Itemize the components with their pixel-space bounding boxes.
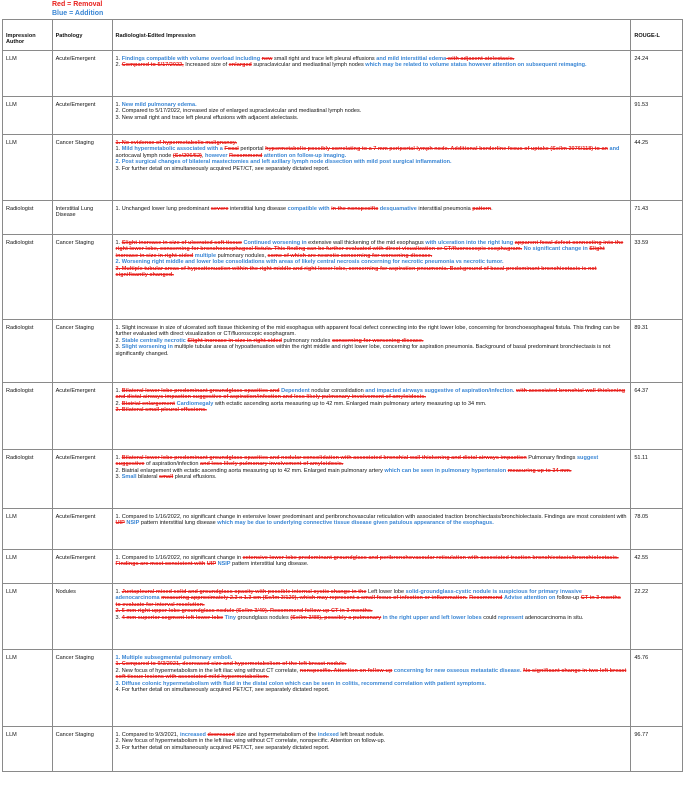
cell-author: LLM	[3, 583, 53, 649]
removed-text: measuring up to 34 mm.	[507, 467, 572, 474]
table-row	[3, 319, 683, 382]
unchanged-text: aortocaval lymph node	[115, 152, 173, 159]
cell-pathology: Cancer Staging	[52, 726, 112, 771]
cell-pathology: Cancer Staging	[52, 134, 112, 200]
unchanged-text: pulmonary nodules	[282, 337, 332, 344]
cell-author: Radiologist	[3, 319, 53, 382]
added-text: 3. Diffuse colonic hypermetabolism with fluid in the distal colon which can be seen in colitis, recommend correlation with patient symptoms.	[115, 680, 487, 687]
added-text: Stable centrally necrotic	[121, 337, 186, 344]
unchanged-text: 1.	[115, 55, 122, 62]
unchanged-text: could	[481, 614, 499, 621]
removed-text: hypermetabolic possibly correlating to a 7 mm periportal lymph node. Additional borderline focus of uptake (Se/Im 3076/118) to an	[265, 146, 608, 153]
unchanged-text: 1. Compared to 1/16/2022, no significant change in extensive lower predominant and peribronchovascular reticulation with associated traction bronchiectasis/bronchiolectasis. Findings are most consistent with	[115, 513, 627, 520]
cell-author: Radiologist	[3, 382, 53, 449]
unchanged-text: interstitial lung disease	[228, 205, 288, 212]
impression-line	[116, 668, 628, 681]
cell-author: Radiologist	[3, 449, 53, 508]
removed-text: (Se/Im 3/88), possibly a pulmonary	[290, 614, 382, 621]
removed-text: pattern	[472, 205, 492, 212]
removed-text: No significant change in two left breast soft tissue lesions with associated mild hypermetabolism.	[115, 667, 627, 681]
unchanged-text: 3.	[115, 344, 122, 351]
removed-text: 1. No evidence of hypermetabolic malignancy.	[115, 139, 237, 146]
removed-text: 1. Compared to 9/3/2021, decreased size and hypermetabolism of the left breast nodule.	[115, 661, 347, 668]
impression-line	[116, 388, 628, 401]
cell-pathology: Cancer Staging	[52, 319, 112, 382]
cell-pathology: Acute/Emergent	[52, 508, 112, 549]
cell-author: LLM	[3, 726, 53, 771]
impression-line	[116, 615, 628, 621]
unchanged-text: 3.	[115, 474, 122, 481]
cell-impression	[112, 382, 631, 449]
removed-text: Recommend	[469, 595, 503, 602]
impression-line	[116, 474, 628, 480]
legend-addition: Blue = Addition	[52, 10, 104, 17]
unchanged-text: 1.	[115, 387, 122, 394]
unchanged-text: 1.	[115, 146, 122, 153]
cell-pathology: Nodules	[52, 583, 112, 649]
unchanged-text: 1. Slight increase in size of ulcerated soft tissue thickening of the mid esophagus with apparent focal defect connecting into the right lower lobe, concerning for bronchoesophageal fistula. This finding can be further evaluated with direct visualization or CT/fluoroscopic esophagram.	[115, 324, 620, 338]
unchanged-text: of aspiration/infection	[144, 461, 201, 468]
added-text: suggest	[576, 454, 599, 461]
impression-line	[116, 62, 628, 68]
cell-pathology: Acute/Emergent	[52, 50, 112, 96]
unchanged-text: 1.	[115, 454, 122, 461]
table-body	[3, 50, 683, 771]
impression-line	[116, 407, 628, 413]
removed-text: Juxtapleural mixed solid and groundglass opacity with possible internal cystic change in the	[121, 588, 367, 595]
added-text: No significant change in	[523, 246, 588, 253]
removed-text: and less likely pulmonary involvement of amyloidosis.	[200, 461, 344, 468]
removed-text: suggestive	[115, 461, 145, 468]
added-text: which can be seen in pulmonary hypertension	[384, 467, 507, 474]
unchanged-text: with ectatic ascending aorta measuring up to 42 mm. Enlarged main pulmonary artery measuring up to 34 mm.	[213, 400, 487, 407]
removed-text: Slight increase in size in right-sided	[187, 337, 282, 344]
unchanged-text: bilateral	[136, 474, 160, 481]
removed-text: CT in 3 months to evaluate for interval resolution.	[115, 595, 621, 608]
added-text: NSIP	[126, 520, 140, 527]
removed-text: Focal	[224, 146, 239, 153]
cell-pathology: Acute/Emergent	[52, 96, 112, 134]
header-pathology: Pathology	[52, 20, 112, 51]
unchanged-text: 2.	[115, 337, 122, 344]
cell-author: LLM	[3, 649, 53, 726]
impression-line	[116, 344, 628, 357]
removed-text: 3. Bilateral small pleural effusions.	[115, 407, 207, 414]
removed-text: with associated bronchial wall thickening and distal airways impaction suggestive of aspiration/infection and less likely pulmonary involvement of amyloidosis.	[115, 387, 626, 401]
cell-rouge-l: 64.37	[631, 382, 683, 449]
added-text: desquamative	[379, 205, 417, 212]
added-text: 2. Post surgical changes of bilateral mastectomies and left axillary lymph node dissection with mild post surgical inflammation.	[115, 159, 452, 166]
added-text: and impacted airways suggestive of aspiration/infection.	[365, 387, 515, 394]
removed-text: severe	[210, 205, 229, 212]
unchanged-text: 2. New focus of hypermetabolism in the left iliac wing without CT correlate, nonspecific. Attention on follow-up.	[115, 738, 386, 745]
unchanged-text: 1.	[115, 239, 122, 246]
removed-text: extensive lower lobe predominant groundglass and peribronchovascular reticulation with associated traction bronchiectasis/bronchiolectasis. Findings are most consistent with	[115, 554, 619, 568]
cell-rouge-l: 96.77	[631, 726, 683, 771]
table-row	[3, 234, 683, 319]
removed-text: in the nonspecific	[331, 205, 379, 212]
unchanged-text: nodular consolidation	[309, 387, 366, 394]
impression-line	[116, 455, 628, 468]
added-text: concerning for new osseous metastatic disease.	[393, 667, 522, 674]
cell-pathology: Cancer Staging	[52, 649, 112, 726]
header-impression-author: Impression Author	[3, 20, 53, 51]
cell-pathology: Acute/Emergent	[52, 449, 112, 508]
removed-text: concerning for worsening disease.	[331, 337, 424, 344]
added-text: indexed	[317, 731, 339, 738]
unchanged-text: 1. Compared to 9/3/2021,	[115, 731, 180, 738]
cell-author: LLM	[3, 50, 53, 96]
cell-rouge-l: 24.24	[631, 50, 683, 96]
impression-line	[116, 514, 628, 527]
removed-text: 4 mm superior segment left lower lobe	[121, 614, 224, 621]
added-text: Mild hypermetabolic associated with a	[121, 146, 223, 153]
unchanged-text: 2. New focus of hypermetabolism in the left iliac wing without CT correlate,	[115, 667, 300, 674]
unchanged-text: 2. Compared to 5/17/2022, increased size of enlarged supraclavicular and mediastinal lymph nodes.	[115, 108, 362, 115]
removed-text: apparent focal defect connecting into the right lower lobe, concerning for bronchoesophageal fistula. This finding can be further evaluated with direct visualization or CT/fluoroscopic esophagram.	[115, 239, 624, 253]
unchanged-text: small right and trace left pleural effusions	[272, 55, 377, 62]
cell-rouge-l: 91.53	[631, 96, 683, 134]
cell-rouge-l: 44.25	[631, 134, 683, 200]
added-text: in the right upper and left lower lobes	[382, 614, 482, 621]
unchanged-text: periportal	[238, 146, 266, 153]
unchanged-text: 3.	[115, 614, 122, 621]
unchanged-text: 3. For further detail on simultaneously acquired PET/CT, see separately dictated report.	[115, 744, 330, 751]
unchanged-text: 2. Biatrial enlargement with ectatic ascending aorta measuring up to 42 mm. Enlarged main pulmonary artery	[115, 467, 385, 474]
added-text: Continued worsening in	[243, 239, 307, 246]
table-row	[3, 549, 683, 583]
unchanged-text: 1. Compared to 1/16/2022, no significant change in	[115, 554, 243, 561]
table-row	[3, 583, 683, 649]
table-row	[3, 508, 683, 549]
table-row	[3, 726, 683, 771]
removed-text: new	[261, 55, 273, 62]
removed-text: Slight increase in size in right-sided	[115, 246, 605, 259]
added-text: 2. Worsening right middle and lower lobe consolidations with areas of likely central necrosis concerning for necrotic pneumonia vs necrotic tumor.	[115, 259, 504, 266]
cell-impression	[112, 134, 631, 200]
added-text: Advise attention on	[503, 595, 556, 602]
unchanged-text: supraclavicular and mediastinal lymph nodes	[251, 62, 366, 69]
unchanged-text: size and hypermetabolism of the	[234, 731, 318, 738]
impression-line	[116, 325, 628, 338]
table-row	[3, 200, 683, 234]
table-row	[3, 649, 683, 726]
cell-impression	[112, 200, 631, 234]
cell-impression	[112, 50, 631, 96]
removed-text: enlarged	[228, 62, 252, 69]
cell-impression	[112, 234, 631, 319]
removed-text: 2. 5 mm right upper lobe groundglass nodule (Se/Im 3/40). Recommend follow-up CT in 3 months.	[115, 608, 373, 615]
table-header-row	[3, 20, 683, 51]
impression-line	[116, 206, 628, 212]
unchanged-text: pleural effusions.	[173, 474, 217, 481]
added-text: attention on follow-up imaging.	[263, 152, 347, 159]
added-text: represent	[498, 614, 524, 621]
removed-text: (Se/206/52)	[172, 152, 202, 159]
unchanged-text: adenocarcinoma in situ.	[523, 614, 584, 621]
removed-text: Bilateral lower lobe predominant groundglass opacities and	[121, 387, 280, 394]
table-row	[3, 382, 683, 449]
cell-rouge-l: 71.43	[631, 200, 683, 234]
impression-line	[116, 687, 628, 693]
cell-rouge-l: 51.11	[631, 449, 683, 508]
impression-line	[116, 555, 628, 568]
unchanged-text: ,	[201, 152, 205, 159]
cell-pathology: Cancer Staging	[52, 234, 112, 319]
cell-rouge-l: 45.76	[631, 649, 683, 726]
cell-rouge-l: 42.55	[631, 549, 683, 583]
unchanged-text: follow-up	[555, 595, 581, 602]
unchanged-text: Pulmonary findings	[526, 454, 577, 461]
cell-pathology: Acute/Emergent	[52, 549, 112, 583]
cell-impression	[112, 96, 631, 134]
legend	[52, 0, 103, 18]
removed-text: 3. Multiple tubular areas of hypoattenuation within the right middle and right lower lobe, concerning for aspiration pneumonia. Background of basal predominant bronchiectasis is not significantly changed.	[115, 265, 597, 279]
removed-text: Biatrial enlargement	[121, 400, 176, 407]
removed-text: some of which are necrotic concerning for worsening disease.	[267, 252, 433, 259]
impression-line	[116, 166, 628, 172]
unchanged-text: 1. Unchanged lower lung predominant	[115, 205, 211, 212]
impression-line	[116, 115, 628, 121]
cell-author: LLM	[3, 96, 53, 134]
removed-text: Recommend	[229, 152, 263, 159]
added-text: with ulceration into the right lung	[425, 239, 514, 246]
table-row	[3, 449, 683, 508]
impression-line	[116, 240, 628, 259]
unchanged-text: 2.	[115, 400, 122, 407]
table-row	[3, 50, 683, 96]
cell-author: LLM	[3, 508, 53, 549]
removed-text: Bilateral lower lobe predominant groundglass opacities and nodular consolidation with associated bronchial wall thickening and distal airways impaction	[121, 454, 527, 461]
cell-impression	[112, 726, 631, 771]
unchanged-text: groundglass nodules	[235, 614, 291, 621]
cell-rouge-l: 89.31	[631, 319, 683, 382]
unchanged-text: multiple tubular areas of hypoattenuation within the right middle and right lower lobe, concerning for aspiration pneumonia. Background of basal predominant bronchiectasis is not significantly changed.	[115, 344, 611, 357]
cell-pathology: Acute/Emergent	[52, 382, 112, 449]
cell-rouge-l: 78.05	[631, 508, 683, 549]
cell-author: LLM	[3, 549, 53, 583]
removed-text: Slight increase in size of ulcerated soft tissue	[121, 239, 242, 246]
unchanged-text: pulmonary nodules,	[216, 252, 268, 259]
cell-author: LLM	[3, 134, 53, 200]
unchanged-text: 4. For further detail on simultaneously acquired PET/CT, see separately dictated report.	[115, 687, 330, 694]
unchanged-text: 2.	[115, 62, 122, 69]
unchanged-text: Left lower lobe	[366, 588, 406, 595]
impression-line	[116, 266, 628, 279]
impressions-table	[2, 19, 683, 772]
table-row	[3, 134, 683, 200]
cell-impression	[112, 649, 631, 726]
cell-impression	[112, 583, 631, 649]
added-text: 1. Multiple subsegmental pulmonary emboli.	[115, 654, 233, 661]
added-text: New mild pulmonary edema.	[121, 101, 197, 108]
unchanged-text: 1.	[115, 101, 122, 108]
cell-pathology: Interstitial Lung Disease	[52, 200, 112, 234]
added-text: multiple	[194, 252, 217, 259]
header-rouge-l: ROUGE-L	[631, 20, 683, 51]
added-text: Cardiomegaly	[176, 400, 214, 407]
added-text: NSIP	[217, 561, 231, 568]
cell-rouge-l: 33.59	[631, 234, 683, 319]
unchanged-text: Increased size of	[183, 62, 229, 69]
cell-impression	[112, 319, 631, 382]
added-text: solid-groundglass-cystic nodule is suspicious for primary invasive adenocarcinoma	[115, 588, 582, 602]
cell-impression	[112, 549, 631, 583]
added-text: compatible with	[287, 205, 330, 212]
added-text: Dependent	[281, 387, 310, 394]
removed-text: UIP	[206, 561, 217, 568]
added-text: however	[204, 152, 228, 159]
impression-line	[116, 146, 628, 159]
unchanged-text: extensive wall thickening of the mid esophagus	[306, 239, 426, 246]
added-text: which may be related to volume status however attention on subsequent reimaging.	[365, 62, 587, 69]
impression-line	[116, 589, 628, 608]
impression-line	[116, 745, 628, 751]
table-row	[3, 96, 683, 134]
added-text: Slight worsening in	[121, 344, 173, 351]
cell-author: Radiologist	[3, 200, 53, 234]
added-text: Small	[121, 474, 137, 481]
removed-text: small	[159, 474, 174, 481]
cell-author: Radiologist	[3, 234, 53, 319]
removed-text: Compared to 5/17/2022,	[121, 62, 184, 69]
added-text: which may be due to underlying connective tissue disease given patulous appearance of the esophagus.	[217, 520, 494, 527]
cell-impression	[112, 508, 631, 549]
unchanged-text: 3. For further detail on simultaneously acquired PET/CT, see separately dictated report.	[115, 165, 330, 172]
cell-impression	[112, 449, 631, 508]
unchanged-text: interstitial pneumonia	[416, 205, 473, 212]
legend-removal: Red = Removal	[52, 1, 103, 8]
cell-rouge-l: 22.22	[631, 583, 683, 649]
removed-text: UIP	[115, 520, 125, 527]
removed-text: decreased	[207, 731, 235, 738]
removed-text: nonspecific. Attention on follow-up	[299, 667, 393, 674]
removed-text: with adjacent atelectasis.	[446, 55, 515, 62]
unchanged-text: 3. New small right and trace left pleural effusions with adjacent atelectasis.	[115, 114, 299, 121]
header-radiologist-edited-impression: Radiologist-Edited Impression	[112, 20, 631, 51]
unchanged-text: pattern interstitial lung disease	[139, 520, 218, 527]
added-text: and	[609, 146, 620, 153]
unchanged-text: 1.	[115, 588, 122, 595]
added-text: increased	[179, 731, 206, 738]
unchanged-text: left breast nodule.	[338, 731, 385, 738]
unchanged-text: pattern interstitial lung disease.	[230, 561, 309, 568]
added-text: Findings compatible with volume overload including	[121, 55, 262, 62]
removed-text: measuring approximately 2.3 x 1.3 cm (Se/Im 3/120), which may represent a small focus of infection or inflammation.	[161, 595, 468, 602]
added-text: Tiny	[224, 614, 236, 621]
added-text: and mild interstitial edema	[376, 55, 447, 62]
unchanged-text: .	[491, 205, 493, 212]
